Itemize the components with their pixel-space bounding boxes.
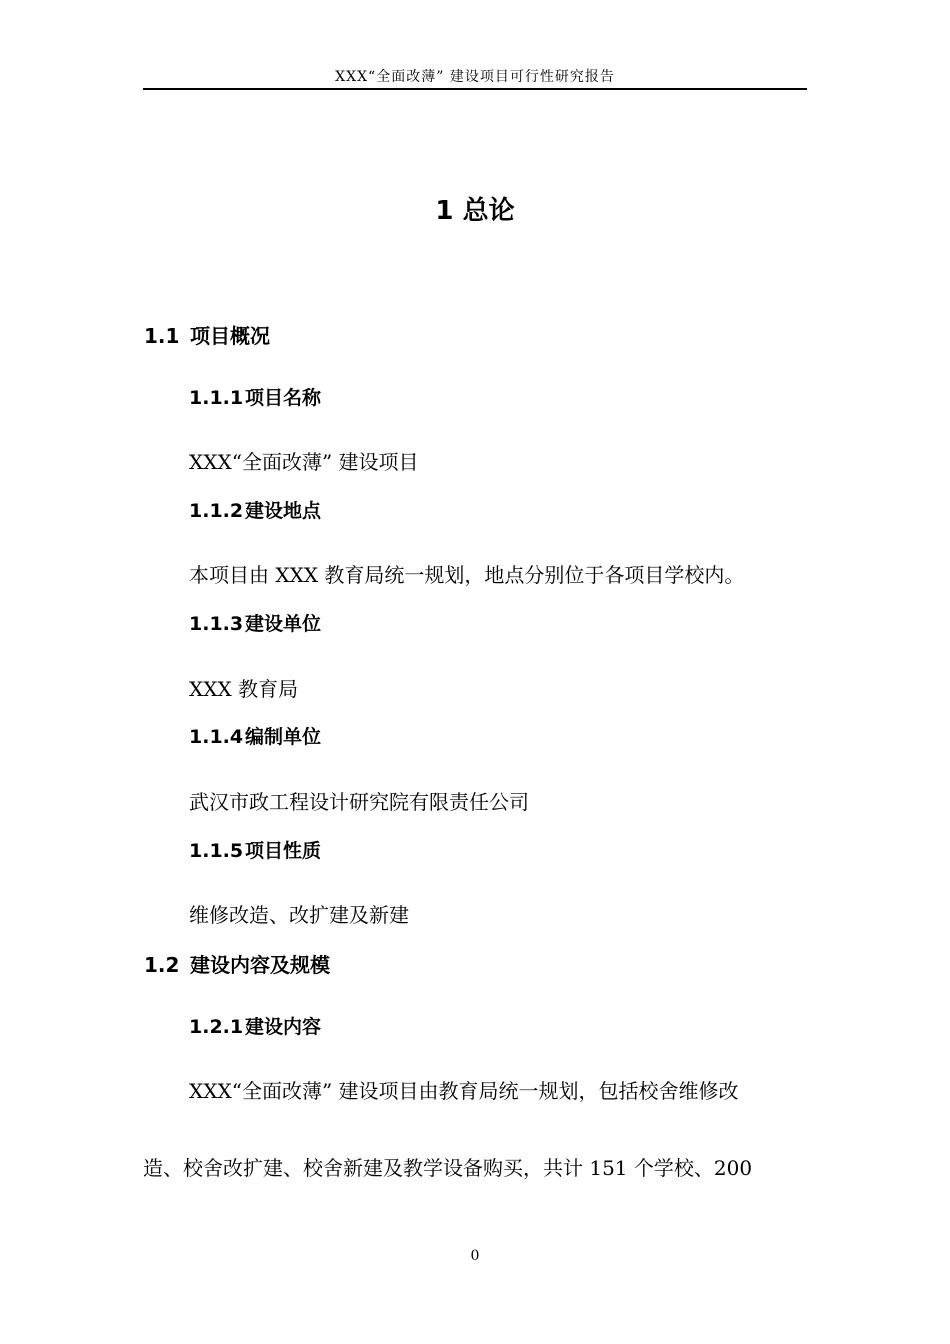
running-header: XXX“全面改薄” 建设项目可行性研究报告 [335, 69, 615, 85]
subsection-heading-1-1-1 [189, 383, 321, 410]
subsection-title: 建设内容 [245, 1016, 322, 1038]
subsection-number: 1.1.1 [189, 387, 244, 409]
subsection-number: 1.1.4 [189, 726, 244, 748]
subsection-number: 1.1.5 [189, 840, 244, 862]
section-title: 建设内容及规模 [190, 953, 330, 977]
subsection-heading-1-1-5 [189, 836, 321, 863]
subsection-heading-1-1-2 [189, 496, 321, 523]
section-heading-1-1 [144, 320, 270, 349]
subsection-heading-1-2-1 [189, 1012, 321, 1039]
subsection-title: 建设地点 [245, 500, 322, 522]
header-rule [143, 88, 807, 90]
section-title: 项目概况 [190, 324, 270, 348]
section-heading-1-2 [144, 949, 330, 978]
page-number: 0 [470, 1248, 480, 1264]
subsection-title: 项目性质 [245, 840, 322, 862]
paragraph-content-line-1: XXX“全面改薄” 建设项目由教育局统一规划，包括校舍维修改 [189, 1079, 739, 1103]
paragraph-content-line-2: 造、校舍改扩建、校舍新建及教学设备购买，共计 151 个学校、200 [143, 1156, 753, 1180]
paragraph-compiler: 武汉市政工程设计研究院有限责任公司 [189, 790, 529, 814]
paragraph-builder: XXX 教育局 [189, 677, 299, 701]
subsection-number: 1.2.1 [189, 1016, 244, 1038]
subsection-heading-1-1-3 [189, 609, 321, 636]
subsection-title: 项目名称 [245, 387, 322, 409]
paragraph-project-name: XXX“全面改薄” 建设项目 [189, 450, 419, 474]
subsection-title: 编制单位 [245, 726, 322, 748]
subsection-title: 建设单位 [245, 613, 322, 635]
subsection-heading-1-1-4 [189, 722, 321, 749]
chapter-title: 1 总论 [435, 196, 515, 226]
paragraph-location: 本项目由 XXX 教育局统一规划，地点分别位于各项目学校内。 [189, 563, 745, 587]
paragraph-nature: 维修改造、改扩建及新建 [189, 903, 409, 927]
section-number: 1.2 [144, 953, 180, 977]
subsection-number: 1.1.2 [189, 500, 244, 522]
section-number: 1.1 [144, 324, 180, 348]
subsection-number: 1.1.3 [189, 613, 244, 635]
